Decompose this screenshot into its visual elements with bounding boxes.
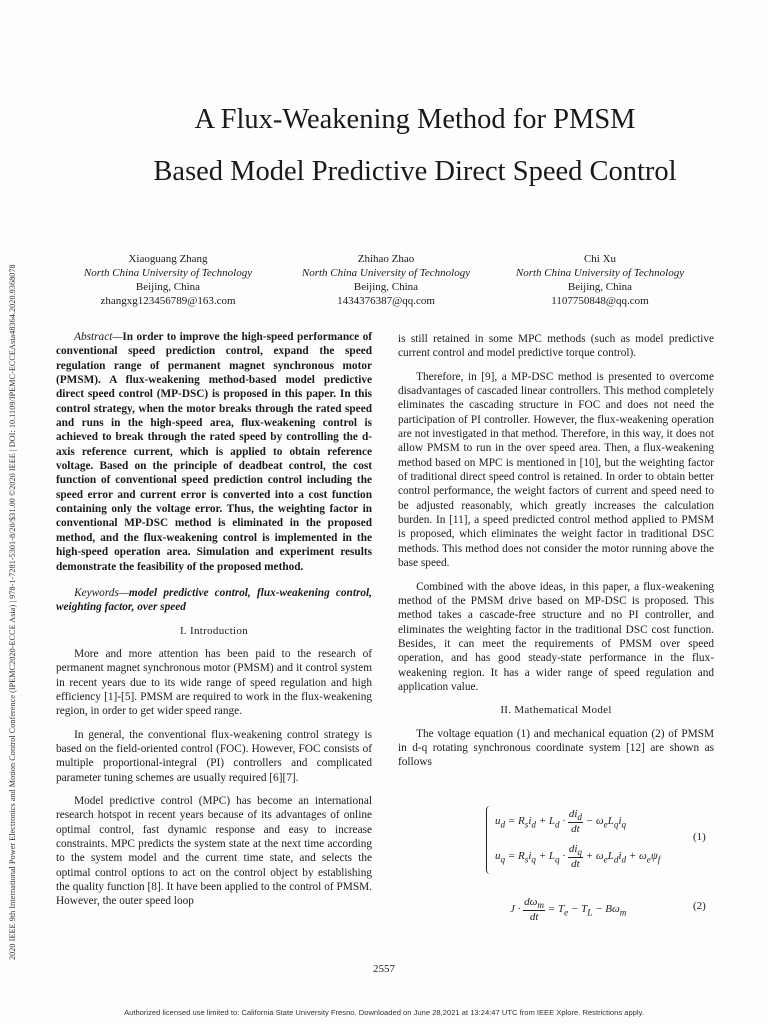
right-column — [398, 332, 714, 770]
abstract-text: In order to improve the high-speed performance of conventional speed prediction control, expand the speed regulation range of permanent magnet synchronous motor (PMSM). A flux-weakening method-based model predictive direct speed control (MP-DSC) is proposed in this paper. In this control strategy, when the motor breaks through the rated speed and runs in the high-speed area, flux-weakening control is achieved to break through the rated speed by controlling the d-axis reference current, which is applied to obtain reference voltage. Based on the principle of deadbeat control, the cost function of conventional speed prediction control including the speed error and current error is converted into a cost function containing only the voltage error. Thus, the weighting factor in conventional MP-DSC method is eliminated in the proposed method, and the flux-weakening control is implemented in the high-speed operation area. Simulation and experiment results demonstrate the feasibility of the proposed method. — [56, 331, 372, 573]
section-heading-introduction: I. Introduction — [179, 624, 249, 637]
page-number: 2557 — [373, 963, 395, 975]
equation-1-number: (1) — [693, 831, 706, 843]
author-affiliation: North China University of Technology — [515, 267, 685, 279]
side-doi-text: 2020 IEEE 9th International Power Electronics and Motion Control Conference (IPEMC2020-ECCE Asia) | 978-1-7281-5301-8/20/$31.00 ©2020 IEEE | DOI: 10.1109/IPEMC-ECCEAsia48364.2020.9368078 — [8, 264, 17, 960]
author-email: zhangxg123456789@163.com — [100, 295, 236, 307]
equation-2: J · $\frac{d\omega_m}{dt}$ = $T_e - T_L - B\omega_m$ — [510, 896, 627, 924]
paragraph: In general, the conventional flux-weakening control strategy is based on the field-oriented control (FOC). However, FOC consists of multiple proportional-integral (PI) controllers and complicated parameter tuning schemes are usually required [6][7]. — [56, 728, 372, 784]
license-footer: Authorized licensed use limited to: California State University Fresno. Downloaded on June 28,2021 at 13:24:47 UTC from IEEE Xplore. Restrictions apply. — [124, 1008, 644, 1017]
keywords-text: model predictive control, flux-weakening control, weighting factor, over speed — [56, 586, 372, 614]
paragraph: Therefore, in [9], a MP-DSC method is presented to overcome disadvantages of cascaded linear controllers. This method completely eliminates the cascading structure in FOC and does not need the participation of PI controller. However, the flux-weakening operation are not investigated in that method. Therefore, in this way, it does not allow PMSM to run in the over speed area. Then, a flux-weakening method based on MPC is mentioned in [10], but the weighting factor of traditional direct speed control is retained. In order to obtain better control performance, the weight factors of current and speed need to be adjusted reasonably, which greatly increases the calculation burden. In [11], a speed predicted control method applied to PMSM is proposed, which eliminates the weight factor in traditional DSC methods. This method does not consider the motor running above the base speed. — [398, 370, 714, 570]
section-heading-mathematical-model: II. Mathematical Model — [500, 704, 612, 717]
author-affiliation: North China University of Technology — [83, 267, 253, 279]
paragraph-continuation: is still retained in some MPC methods (such as model predictive current control and model predictive torque control). — [398, 333, 714, 360]
abstract-lead: Abstract— — [74, 331, 123, 343]
equation-1-line-2: $u_q = R_si_q + L_q$ · $\frac{di_q}{dt}$ + $\omega_eL_di_d + \omega_e\psi_f$ — [495, 843, 661, 871]
equation-1-line-1: $u_d = R_si_d + L_d$ · $\frac{di_d}{dt}$ − $\omega_eL_qi_q$ — [495, 808, 627, 836]
equation-2-number: (2) — [693, 900, 706, 912]
author-location: Beijing, China — [135, 281, 201, 293]
keywords — [56, 586, 372, 615]
author-location: Beijing, China — [567, 281, 633, 293]
keywords-lead: Keywords— — [74, 586, 129, 599]
abstract — [56, 330, 372, 574]
author-name: Chi Xu — [583, 253, 617, 265]
author-block — [58, 252, 278, 308]
paper-title-line-2: Based Model Predictive Direct Speed Control — [153, 156, 677, 187]
equation-brace — [486, 806, 493, 874]
paragraph: Combined with the above ideas, in this paper, a flux-weakening method of the PMSM drive based on MP-DSC is proposed. This method takes a cascade-free structure and no PI controller, and eliminates the weighting factor in the traditional DSC cost function. Besides, it can meet the requirements of PMSM over speed operation, and has good steady-state performance in the flux-weakening region. It has a wider range of speed regulation and application value. — [398, 580, 714, 693]
author-email: 1107750848@qq.com — [551, 295, 649, 307]
author-affiliation: North China University of Technology — [301, 267, 471, 279]
paragraph: The voltage equation (1) and mechanical equation (2) of PMSM in d-q rotating synchronous coordinate system [12] are shown as follows — [398, 727, 714, 769]
paragraph: More and more attention has been paid to the research of permanent magnet synchronous motor (PMSM) and it control system in recent years due to its wide range of speed regulation and high efficiency [1]-[5]. PMSM are required to work in the flux-weakening region, in order to get wider speed range. — [56, 647, 372, 718]
paper-title-line-1: A Flux-Weakening Method for PMSM — [194, 104, 636, 135]
author-block — [490, 252, 710, 308]
author-email: 1434376387@qq.com — [337, 295, 435, 307]
author-location: Beijing, China — [353, 281, 419, 293]
left-column — [56, 330, 372, 909]
paragraph: Model predictive control (MPC) has become an international research hotspot in recent years because of its advantages of online optimal control, fast dynamic response and easy to increase constraints. MPC predicts the system state at the next time according to the system model and the current time state, and selects the optimal control options to act on the control object by establishing the quality function [8]. It have been applied to the control of PMSM. However, the outer speed loop — [56, 794, 372, 908]
author-name: Zhihao Zhao — [357, 253, 415, 265]
author-block — [276, 252, 496, 308]
author-name: Xiaoguang Zhang — [128, 253, 208, 265]
